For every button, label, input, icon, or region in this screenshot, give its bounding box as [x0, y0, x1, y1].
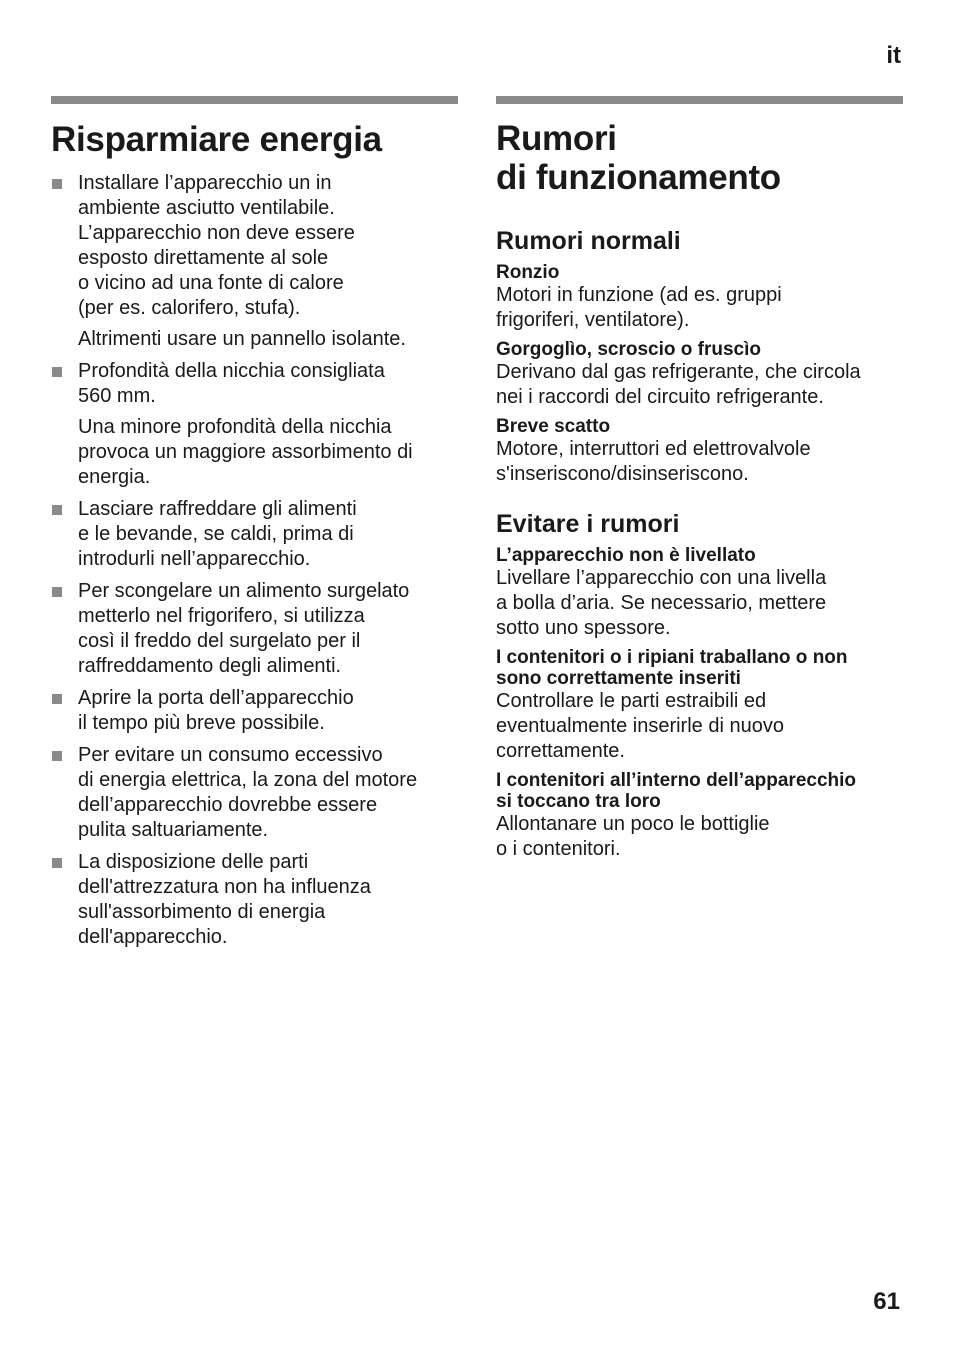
section-rule	[496, 96, 903, 104]
list-item-text: Profondità della nicchia consigliata 560 mm.	[78, 360, 385, 407]
energy-tips-list	[51, 171, 458, 950]
entry-body: Controllare le parti estraibili ed eventualmente inserirle di nuovo correttamente.	[496, 690, 784, 762]
noise-entry	[496, 647, 903, 764]
square-bullet-icon	[52, 694, 62, 704]
list-item-text: Per evitare un consumo eccessivo di energia elettrica, la zona del motore dell’apparecchio dovrebbe essere pulita saltuariamente.	[78, 744, 418, 841]
square-bullet-icon	[52, 587, 62, 597]
list-item-text: La disposizione delle parti dell'attrezzatura non ha influenza sull'assorbimento di energia dell'apparecchio.	[78, 851, 371, 948]
list-item-text: Aprire la porta dell’apparecchio il tempo più breve possibile.	[78, 687, 354, 734]
entry-title: I contenitori all’interno dell’apparecchio si toccano tra loro	[496, 770, 857, 812]
page-number: 61	[873, 1288, 900, 1315]
list-item-note: Altrimenti usare un pannello isolante.	[78, 328, 406, 350]
entry-body: Livellare l’apparecchio con una livella a bolla d’aria. Se necessario, mettere sotto uno spessore.	[496, 567, 827, 639]
list-item	[51, 850, 458, 950]
list-item-text: Lasciare raffreddare gli alimenti e le bevande, se caldi, prima di introdurli nell’apparecchio.	[78, 498, 357, 570]
square-bullet-icon	[52, 505, 62, 515]
operating-noise-column	[496, 96, 903, 868]
entry-title: I contenitori o i ripiani traballano o non sono correttamente inseriti	[496, 647, 848, 689]
avoid-noise-heading: Evitare i rumori	[496, 510, 680, 538]
list-item	[51, 171, 458, 321]
language-label: it	[886, 42, 901, 69]
section-rule	[51, 96, 458, 104]
normal-noise-heading: Rumori normali	[496, 227, 681, 255]
list-item	[51, 497, 458, 572]
entry-body: Motore, interruttori ed elettrovalvole s'inseriscono/disinseriscono.	[496, 438, 811, 485]
noise-entry	[496, 770, 903, 862]
noise-entry	[496, 416, 903, 487]
noise-entry	[496, 262, 903, 333]
energy-saving-title: Risparmiare energia	[51, 120, 382, 159]
list-item-text: Installare l’apparecchio un in ambiente asciutto ventilabile. L’apparecchio non deve essere esposto direttamente al sole o vicino ad una fonte di calore (per es. calorifero, stufa).	[78, 172, 355, 319]
entry-body: Motori in funzione (ad es. gruppi frigoriferi, ventilatore).	[496, 284, 782, 331]
list-item	[51, 359, 458, 409]
list-item-note: Una minore profondità della nicchia provoca un maggiore assorbimento di energia.	[78, 416, 413, 488]
square-bullet-icon	[52, 179, 62, 189]
entry-title: Ronzio	[496, 262, 560, 283]
list-item	[51, 743, 458, 843]
entry-body: Derivano dal gas refrigerante, che circola nei i raccordi del circuito refrigerante.	[496, 361, 861, 408]
list-item	[51, 579, 458, 679]
noise-entry	[496, 545, 903, 641]
entry-body: Allontanare un poco le bottiglie o i contenitori.	[496, 813, 770, 860]
entry-title: L’apparecchio non è livellato	[496, 545, 756, 566]
energy-saving-column	[51, 96, 458, 957]
list-item	[51, 686, 458, 736]
noise-entry	[496, 339, 903, 410]
operating-noise-title: Rumori di funzionamento	[496, 119, 781, 197]
square-bullet-icon	[52, 367, 62, 377]
square-bullet-icon	[52, 751, 62, 761]
entry-title: Gorgoglìo, scroscio o fruscìo	[496, 339, 761, 360]
square-bullet-icon	[52, 858, 62, 868]
list-item-text: Per scongelare un alimento surgelato metterlo nel frigorifero, si utilizza così il freddo del surgelato per il raffreddamento degli alimenti.	[78, 580, 410, 677]
entry-title: Breve scatto	[496, 416, 611, 437]
